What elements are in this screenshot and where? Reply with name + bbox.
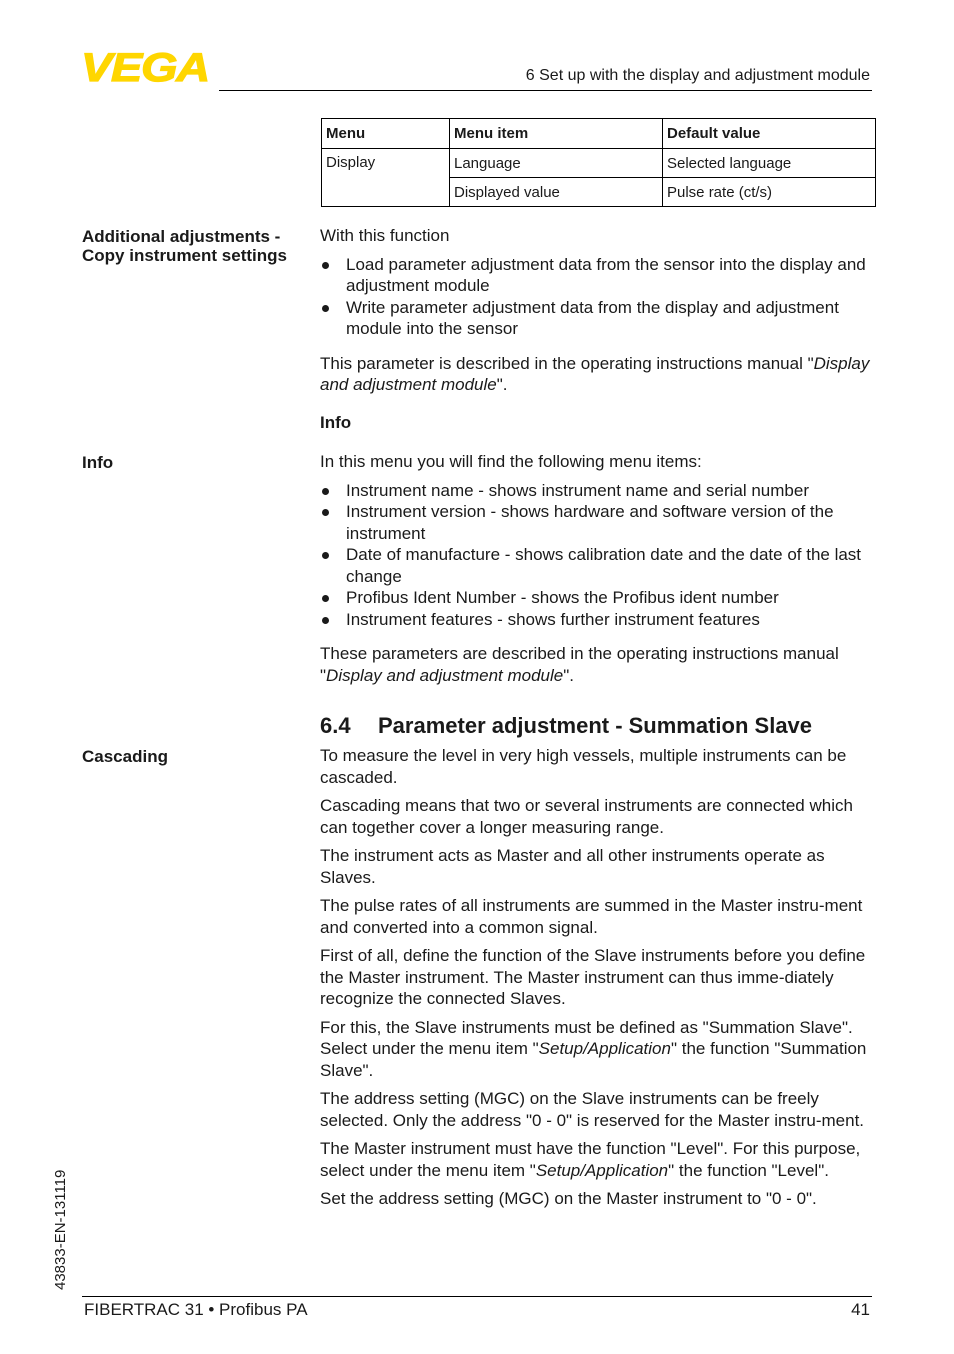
copy-settings-note	[320, 353, 876, 396]
header-divider	[219, 90, 872, 91]
section-title: Parameter adjustment - Summation Slave	[378, 713, 813, 738]
side-label-line: Additional adjustments -	[82, 227, 281, 246]
paragraph-text: " the function "Summation Slave".	[320, 1039, 867, 1080]
info-list	[320, 480, 876, 631]
side-label-cascading: Cascading	[82, 747, 168, 766]
section-number: 6.4	[320, 713, 351, 738]
copy-settings-block	[320, 225, 876, 433]
copy-settings-intro: With this function	[320, 226, 450, 245]
menu-table	[321, 118, 876, 207]
table-cell-default: Pulse rate (ct/s)	[663, 178, 876, 207]
note-text: These parameters are described in the operating instructions manual "	[320, 644, 839, 685]
logo-text: VEGA	[81, 50, 209, 84]
menu-reference: Setup/Application	[535, 1160, 669, 1180]
table-header-row	[322, 119, 876, 149]
list-item: Write parameter adjustment data from the display and adjustment module into the sensor	[320, 297, 876, 340]
section-heading	[320, 713, 812, 739]
cascading-block	[320, 745, 876, 1210]
paragraph-text: For this, the Slave instruments must be defined as "Summation Slave". Select under the menu item "	[320, 1017, 853, 1058]
table-header-menu-item: Menu item	[450, 119, 663, 149]
paragraph: First of all, define the function of the Slave instruments before you define the Master instrument. The Master instrument can thus imme-diately recognize the connected Slaves.	[320, 946, 866, 1008]
info-block	[320, 451, 876, 686]
list-item: Profibus Ident Number - shows the Profibus ident number	[320, 587, 876, 609]
note-text: ".	[563, 665, 574, 685]
note-text: ".	[496, 375, 508, 394]
note-text: This parameter is described in the operating instructions manual "	[320, 353, 814, 373]
info-note	[320, 643, 876, 686]
paragraph	[320, 1017, 876, 1082]
table-header-menu: Menu	[322, 119, 450, 149]
side-label-line: Copy instrument settings	[82, 246, 287, 265]
list-item: Instrument name - shows instrument name and serial number	[320, 480, 876, 502]
table-cell-item: Language	[450, 149, 663, 178]
paragraph: The address setting (MGC) on the Slave instruments can be freely selected. Only the address "0 - 0" is reserved for the Master instru-ment.	[320, 1089, 865, 1130]
footer-product: FIBERTRAC 31 • Profibus PA	[84, 1300, 308, 1319]
paragraph: Cascading means that two or several instruments are connected which can together cover a longer measuring range.	[320, 796, 853, 837]
list-item: Instrument version - shows hardware and software version of the instrument	[320, 501, 876, 544]
table-cell-item: Displayed value	[450, 178, 663, 207]
vega-logo	[81, 50, 211, 84]
header-title: 6 Set up with the display and adjustment module	[525, 67, 870, 84]
info-heading: Info	[320, 412, 352, 432]
paragraph: The instrument acts as Master and all other instruments operate as Slaves.	[320, 846, 825, 887]
paragraph-text: The Master instrument must have the function "Level". For this purpose, select under the menu item "	[320, 1139, 861, 1180]
table-header-default-value: Default value	[663, 119, 876, 149]
footer-divider	[82, 1296, 872, 1297]
paragraph	[320, 1138, 876, 1181]
list-item: Date of manufacture - shows calibration date and the date of the last change	[320, 544, 876, 587]
copy-settings-list	[320, 254, 876, 340]
paragraph-text: " the function "Level".	[668, 1160, 829, 1180]
info-intro: In this menu you will find the following menu items:	[320, 452, 702, 471]
list-item: Instrument features - shows further instrument features	[320, 609, 876, 631]
document-id: 43833-EN-131119	[52, 1169, 69, 1290]
manual-reference: Display and adjustment module	[326, 665, 564, 685]
table-cell-default: Selected language	[663, 149, 876, 178]
paragraph: The pulse rates of all instruments are summed in the Master instru-ment and converted into a common signal.	[320, 896, 863, 937]
side-label-copy-settings	[82, 227, 287, 265]
menu-reference: Setup/Application	[538, 1039, 671, 1058]
side-label-info: Info	[82, 453, 114, 472]
paragraph: Set the address setting (MGC) on the Master instrument to "0 - 0".	[320, 1189, 817, 1208]
table-row	[322, 149, 876, 178]
paragraph: To measure the level in very high vessels, multiple instruments can be cascaded.	[320, 746, 847, 787]
manual-reference: Display and adjustment module	[320, 353, 870, 394]
page-number: 41	[851, 1300, 870, 1319]
table-cell-menu: Display	[322, 149, 450, 207]
list-item: Load parameter adjustment data from the sensor into the display and adjustment module	[320, 254, 876, 297]
